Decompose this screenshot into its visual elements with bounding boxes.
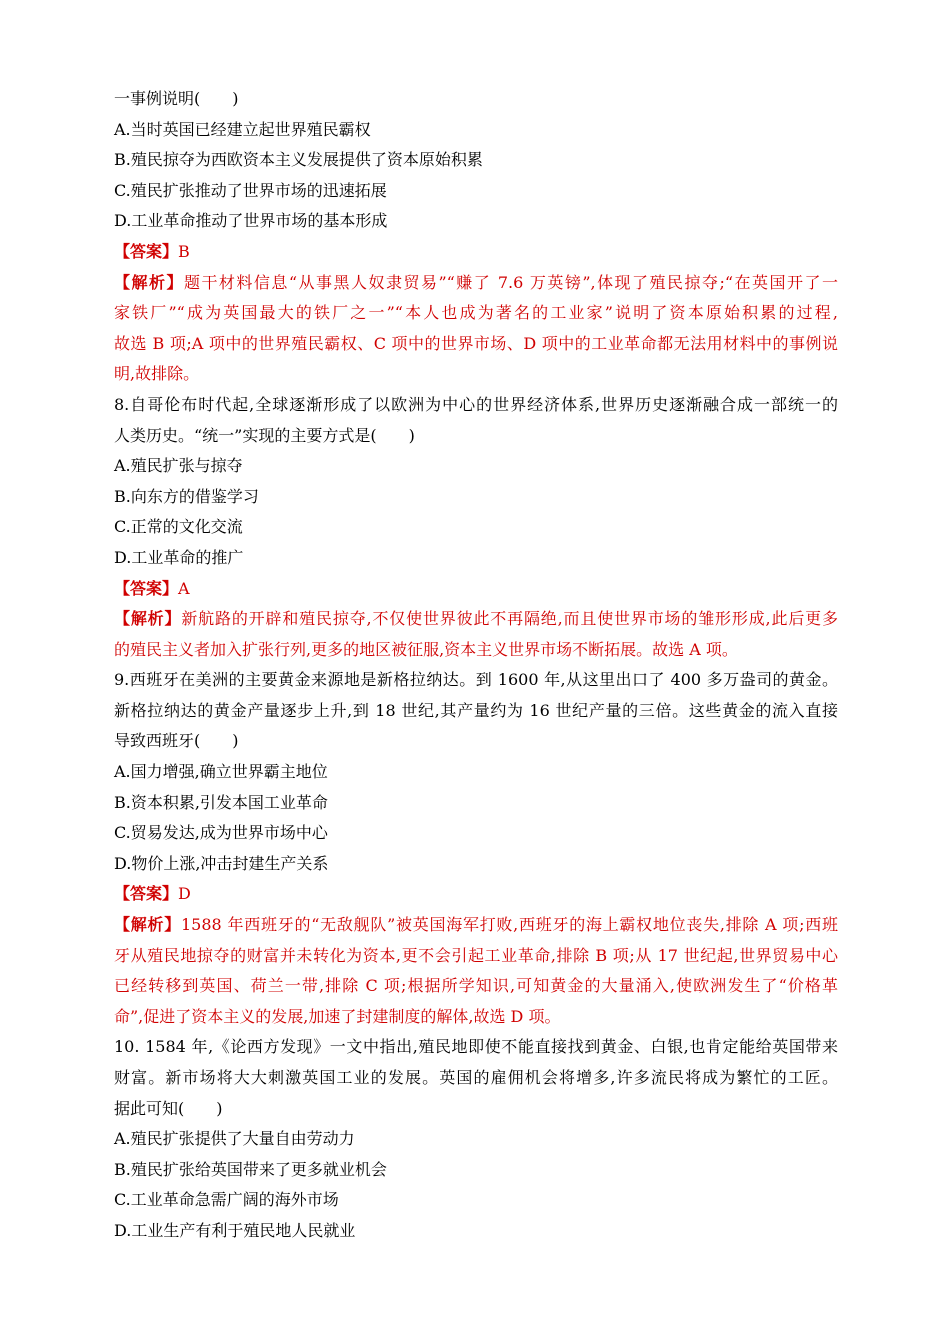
document-page: [114, 84, 838, 1247]
option-a: A.殖民扩张与掠夺: [114, 456, 243, 476]
option-a: A.当时英国已经建立起世界殖民霸权: [114, 119, 371, 139]
question-stem: 新格拉纳达的黄金产量逐步上升,到 18 世纪,其产量约为 16 世纪产量的三倍。这些黄金的流入直接: [114, 700, 838, 720]
option-d: D.工业革命推动了世界市场的基本形成: [114, 211, 388, 231]
question-stem: 人类历史。“统一”实现的主要方式是( ): [114, 425, 415, 445]
analysis-label: 【解析】: [114, 272, 184, 292]
analysis-line: 牙从殖民地掠夺的财富并未转化为资本,更不会引起工业革命,排除 B 项;从 17 世纪起,世界贸易中心: [114, 945, 838, 965]
option-c: C.贸易发达,成为世界市场中心: [114, 823, 328, 843]
option-b: B.殖民掠夺为西欧资本主义发展提供了资本原始积累: [114, 150, 483, 170]
question-8: [114, 390, 838, 665]
option-c: C.殖民扩张推动了世界市场的迅速拓展: [114, 180, 387, 200]
answer-value: A: [178, 578, 190, 598]
analysis-line: 命”,促进了资本主义的发展,加速了封建制度的解体,故选 D 项。: [114, 1006, 561, 1026]
question-9: [114, 665, 838, 1032]
analysis-text: 题干材料信息“从事黑人奴隶贸易”“赚了 7.6 万英镑”,体现了殖民掠夺;“在英国开了一: [183, 272, 838, 292]
question-stem: 10. 1584 年,《论西方发现》一文中指出,殖民地即使不能直接找到黄金、白银,也肯定能给英国带来: [114, 1037, 838, 1057]
option-d: D.工业生产有利于殖民地人民就业: [114, 1220, 356, 1240]
answer-label: 【答案】: [114, 884, 179, 904]
question-stem: 财富。新市场将大大刺激英国工业的发展。英国的雇佣机会将增多,许多流民将成为繁忙的工匠。: [114, 1068, 838, 1087]
option-a: A.殖民扩张提供了大量自由劳动力: [114, 1129, 355, 1149]
analysis-line: 的殖民主义者加入扩张行列,更多的地区被征服,资本主义世界市场不断拓展。故选 A 项。: [114, 639, 738, 659]
option-a: A.国力增强,确立世界霸主地位: [114, 762, 328, 782]
answer-value: B: [178, 241, 190, 261]
analysis-line: 明,故排除。: [114, 364, 200, 384]
question-stem: 9.西班牙在美洲的主要黄金来源地是新格拉纳达。到 1600 年,从这里出口了 400 多万盎司的黄金。: [114, 670, 838, 690]
answer-label: 【答案】: [114, 578, 179, 598]
analysis-line: 故选 B 项;A 项中的世界殖民霸权、C 项中的世界市场、D 项中的工业革命都无法用材料中的事例说: [114, 333, 838, 353]
analysis-line: [114, 604, 838, 635]
question-stem: 一事例说明( ): [114, 89, 239, 108]
analysis-label: 【解析】: [114, 609, 182, 629]
option-c: C.工业革命急需广阔的海外市场: [114, 1190, 339, 1210]
answer-line: [114, 574, 838, 605]
analysis-text: 新航路的开辟和殖民掠夺,不仅使世界彼此不再隔绝,而且使世界市场的雏形形成,此后更多: [181, 609, 838, 629]
analysis-label: 【解析】: [114, 915, 181, 935]
analysis-line: 家铁厂”“成为英国最大的铁厂之一”“本人也成为著名的工业家”说明了资本原始积累的过程,: [114, 303, 838, 323]
answer-label: 【答案】: [114, 241, 179, 261]
option-c: C.正常的文化交流: [114, 517, 243, 537]
question-7: [114, 84, 838, 390]
analysis-line: [114, 268, 838, 299]
option-d: D.物价上涨,冲击封建生产关系: [114, 853, 329, 873]
answer-line: [114, 879, 838, 910]
question-stem: 据此可知( ): [114, 1098, 223, 1118]
analysis-line: 已经转移到英国、荷兰一带,排除 C 项;根据所学知识,可知黄金的大量涌入,使欧洲发生了“价格革: [114, 976, 838, 996]
option-b: B.资本积累,引发本国工业革命: [114, 792, 328, 812]
analysis-text: 1588 年西班牙的“无敌舰队”被英国海军打败,西班牙的海上霸权地位丧失,排除 A 项;西班: [180, 915, 838, 935]
question-10: [114, 1032, 838, 1246]
answer-value: D: [178, 884, 191, 904]
answer-line: [114, 237, 838, 268]
question-stem: 8.自哥伦布时代起,全球逐渐形成了以欧洲为中心的世界经济体系,世界历史逐渐融合成一部统一的: [114, 394, 838, 414]
option-d: D.工业革命的推广: [114, 547, 244, 567]
analysis-line: [114, 910, 838, 941]
option-b: B.向东方的借鉴学习: [114, 486, 259, 506]
question-stem: 导致西班牙( ): [114, 731, 239, 751]
option-b: B.殖民扩张给英国带来了更多就业机会: [114, 1159, 387, 1179]
